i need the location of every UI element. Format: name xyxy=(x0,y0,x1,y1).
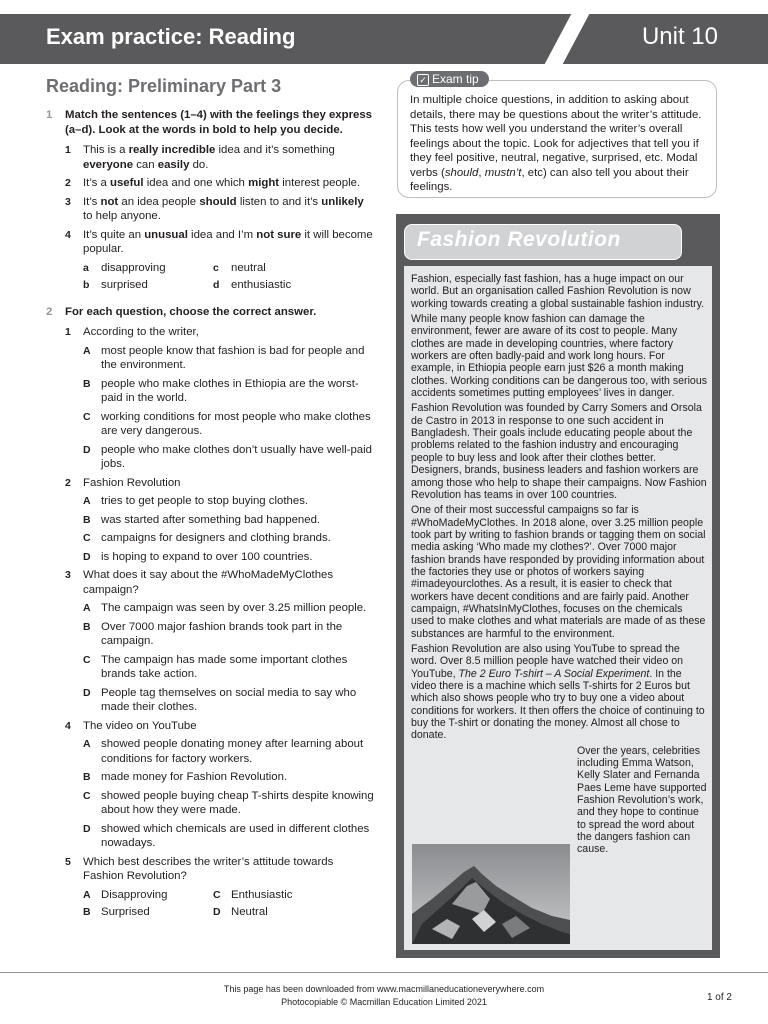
option-text: showed people donating money after learning about conditions for factory workers. xyxy=(101,738,364,765)
article-paragraph: Fashion, especially fast fashion, has a huge impact on our world. But an organisation called Fashion Revolution is now working towards creating a global sustainable fashion industry. xyxy=(411,273,705,310)
article-paragraph: Fashion Revolution are also using YouTube to spread the word. Over 8.5 million people have watched their video on YouTube, The 2 Euro T-shirt – A Social Experiment. In the video there is a machine which sells T-shirts for 2 Euros but which also shows people who try to buy one a video about conditions for workers. It then offers the choice of continuing to buy the T-shirt or donating the money. Almost all chose to donate. xyxy=(411,642,705,742)
answer-option xyxy=(46,344,374,373)
option-letter: d xyxy=(213,279,220,291)
sentence-number: 3 xyxy=(65,195,71,208)
question-5-options xyxy=(46,888,374,920)
option-letter: C xyxy=(213,888,221,901)
sentence-number: 4 xyxy=(65,228,71,241)
question-number: 2 xyxy=(65,476,71,489)
option-text: The campaign has made some important clothes brands take action. xyxy=(101,653,348,680)
question-text: Fashion Revolution xyxy=(83,476,181,489)
option-text: showed which chemicals are used in different clothes nowadays. xyxy=(101,822,370,849)
exercise-1 xyxy=(46,108,374,137)
option-text: neutral xyxy=(231,261,266,274)
question-text: The video on YouTube xyxy=(83,719,197,732)
option-letter: D xyxy=(83,550,91,563)
question xyxy=(46,476,374,491)
option-letter: C xyxy=(83,532,91,544)
answer-option xyxy=(46,377,374,406)
question-text: What does it say about the #WhoMadeMyClothes campaign? xyxy=(83,569,334,596)
option-text: disapproving xyxy=(101,261,166,274)
answer-option xyxy=(46,550,374,565)
option-letter: B xyxy=(83,906,91,918)
option-text: people who make clothes in Ethiopia are the worst-paid in the world. xyxy=(101,377,359,404)
feelings-options xyxy=(46,261,374,293)
sentence-text: This is a really incredible idea and it’s something everyone can easily do. xyxy=(83,144,335,171)
option-letter: D xyxy=(83,822,91,835)
answer-option xyxy=(46,601,374,616)
answer-option xyxy=(46,410,374,439)
question-5 xyxy=(46,855,374,884)
option-letter: c xyxy=(213,261,219,274)
answer-option xyxy=(46,770,374,785)
answer-option xyxy=(83,888,213,903)
sentence-item xyxy=(46,143,374,172)
question xyxy=(46,568,374,597)
option-text: tries to get people to stop buying clothes. xyxy=(101,495,309,507)
footer-copyright: Photocopiable © Macmillan Education Limited 2021 xyxy=(281,997,487,1007)
exercise-2 xyxy=(46,305,374,320)
exercise-number: 1 xyxy=(46,109,53,121)
sentence-item xyxy=(46,176,374,191)
article-paragraph: Fashion Revolution was founded by Carry Somers and Orsola de Castro in 2013 in response to one such accident in Bangladesh. Their goals include educating people about the problems related to the fashion industry and encouraging people to buy less and look after their clothes better. Designers, brands, business leaders and fashion workers are among those who help to shape their campaigns. Now Fashion Revolution has teams in over 100 countries. xyxy=(411,402,707,501)
footer-divider xyxy=(0,972,768,973)
answer-option xyxy=(46,686,374,715)
option-letter: a xyxy=(83,261,89,274)
option-text: most people know that fashion is bad for people and the environment. xyxy=(101,344,365,371)
article-title: Fashion Revolution xyxy=(417,228,621,251)
sentence-item xyxy=(46,228,374,257)
option-letter: A xyxy=(83,344,91,357)
option-letter: D xyxy=(213,906,221,918)
footer-download-note: This page has been downloaded from www.macmillaneducationeverywhere.com xyxy=(223,984,545,994)
option-text: Enthusiastic xyxy=(231,888,293,901)
answer-option xyxy=(46,737,374,766)
answer-option xyxy=(46,620,374,649)
answer-option xyxy=(46,531,374,546)
exercise-2-questions xyxy=(46,325,374,851)
footer xyxy=(0,983,768,1009)
question-number: 4 xyxy=(65,719,71,732)
option-text: made money for Fashion Revolution. xyxy=(101,771,288,783)
exam-tip-label-text: Exam tip xyxy=(432,72,479,86)
option-text: working conditions for most people who make clothes are very dangerous. xyxy=(101,410,371,437)
answer-option xyxy=(46,443,374,472)
option-letter: A xyxy=(83,495,91,507)
feeling-option xyxy=(83,278,213,293)
feeling-option xyxy=(213,261,353,276)
option-letter: C xyxy=(83,789,91,802)
question xyxy=(46,325,374,340)
option-letter: A xyxy=(83,602,91,614)
answer-option xyxy=(46,494,374,509)
option-letter: B xyxy=(83,771,91,783)
option-letter: D xyxy=(83,686,91,699)
exam-tip-text: In multiple choice questions, in addition to asking about details, there may be questions about the writer’s attitude. This tests how well you understand the writer’s overall feelings about the topic. Look for adjectives that tell you if they feel positive, neutral, negative, surprised, etc. Modal verbs (should, mustn’t, etc) can also tell you about their feelings. xyxy=(410,94,702,193)
option-text: Neutral xyxy=(231,906,268,918)
section-title: Reading: Preliminary Part 3 xyxy=(46,76,282,96)
article-paragraph: While many people know fashion can damage the environment, fewer are aware of its cost to people. Many clothes are made in developing countries, where factory workers are often badly-paid and work long hours. For example, in Ethiopia people earn just $26 a month making clothes. Working conditions can be dangerous too, with serious accidents sometimes putting employees’ lives in danger. xyxy=(411,313,708,400)
feeling-option xyxy=(213,278,353,293)
exercise-number: 2 xyxy=(46,305,53,318)
question-text: Which best describes the writer’s attitude towards Fashion Revolution? xyxy=(83,855,334,882)
question-number: 3 xyxy=(65,569,71,581)
option-text: surprised xyxy=(101,279,148,291)
unit-label: Unit 10 xyxy=(641,23,718,50)
sentence-text: It’s quite an unusual idea and I’m not sure it will become popular. xyxy=(83,228,373,255)
rubbish-mountain-photo xyxy=(412,844,570,944)
option-letter: b xyxy=(83,279,90,291)
exercise-instruction: For each question, choose the correct answer. xyxy=(65,305,317,318)
sentence-item xyxy=(46,195,374,224)
option-text: people who make clothes don’t usually have well-paid jobs. xyxy=(101,443,373,470)
page-title: Exam practice: Reading xyxy=(46,24,296,49)
option-letter: B xyxy=(83,377,91,390)
option-text: campaigns for designers and clothing brands. xyxy=(101,532,331,544)
option-text: Over 7000 major fashion brands took part in the campaign. xyxy=(101,620,343,647)
sentence-number: 2 xyxy=(65,177,71,189)
answer-option xyxy=(46,822,374,851)
page-header xyxy=(0,14,768,64)
article-banner xyxy=(404,224,682,260)
option-text: Disapproving xyxy=(101,888,168,901)
article-body xyxy=(411,273,707,874)
feeling-option xyxy=(83,261,213,276)
option-text: showed people buying cheap T-shirts despite knowing about how they were made. xyxy=(101,789,374,816)
answer-option xyxy=(83,905,213,920)
option-text: was started after something bad happened. xyxy=(101,513,321,526)
answer-option xyxy=(46,789,374,818)
option-letter: B xyxy=(83,620,91,633)
exercise-instruction: Match the sentences (1–4) with the feelings they express (a–d). Look at the words in bold to help you decide. xyxy=(65,109,373,136)
answer-option xyxy=(213,888,353,903)
option-letter: A xyxy=(83,738,91,750)
option-letter: D xyxy=(83,443,91,456)
article-paragraph: Over the years, celebrities including Emma Watson, Kelly Slater and Fernanda Paes Leme have supported Fashion Revolution’s work, and they hope to continue to spread the word about the dangers fashion can cause. xyxy=(411,745,707,856)
option-letter: A xyxy=(83,888,91,901)
checkmark-icon: ✓ xyxy=(417,74,429,86)
answer-option xyxy=(46,653,374,682)
question-text: According to the writer, xyxy=(83,326,199,338)
sentence-text: It’s not an idea people should listen to and it’s unlikely to help anyone. xyxy=(83,195,364,222)
questions-column xyxy=(46,108,374,920)
header-divider xyxy=(545,14,590,64)
sentence-number: 1 xyxy=(65,144,71,156)
article-paragraph: One of their most successful campaigns so far is #WhoMadeMyClothes. In 2018 alone, over 3.25 million people took part by writing to fashion brands or tagging them on social media asking ‘Who made my clothes?’. Over 7000 major fashion brands have responded by providing information about the factories they use or photos of workers saying #imadeyourclothes. As a result, it is easier to check that workers have decent conditions and are fairly paid. Another campaign, #WhatsInMyClothes, focuses on the chemicals used to make clothes and what materials are made of as these substances are harmful to the environment. xyxy=(411,504,706,640)
option-letter: C xyxy=(83,410,91,423)
option-text: People tag themselves on social media to say who made their clothes. xyxy=(101,686,357,713)
exam-tip-label xyxy=(410,71,489,87)
answer-option xyxy=(213,905,353,920)
option-text: enthusiastic xyxy=(231,279,292,291)
option-text: The campaign was seen by over 3.25 million people. xyxy=(101,602,367,614)
exercise-1-items xyxy=(46,143,374,257)
option-letter: B xyxy=(83,513,91,526)
sentence-text: It’s a useful idea and one which might interest people. xyxy=(83,177,361,189)
option-letter: C xyxy=(83,653,91,666)
page-number: 1 of 2 xyxy=(706,992,732,1003)
option-text: Surprised xyxy=(101,906,150,918)
question xyxy=(46,719,374,734)
question-number: 5 xyxy=(65,855,71,868)
answer-option xyxy=(46,513,374,528)
question-number: 1 xyxy=(65,326,71,338)
option-text: is hoping to expand to over 100 countries. xyxy=(101,550,313,563)
